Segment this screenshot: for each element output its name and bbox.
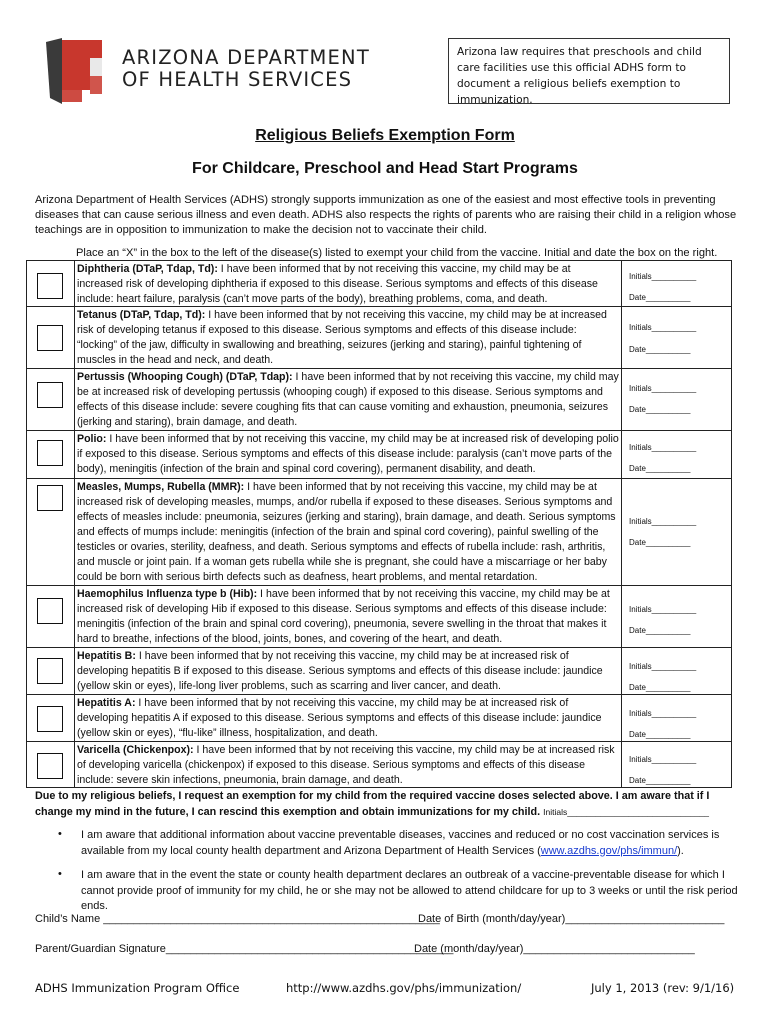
disease-name: Pertussis (Whooping Cough) (DTaP, Tdap): (77, 371, 293, 383)
initials-field[interactable]: Initials__________ (629, 605, 697, 614)
footer-date: July 1, 2013 (rev: 9/1/16) (591, 981, 735, 995)
initials-field[interactable]: Initials__________ (629, 709, 697, 718)
exempt-checkbox[interactable] (37, 273, 63, 299)
disease-name: Diphtheria (DTaP, Tdap, Td): (77, 263, 218, 275)
date-field[interactable]: Date__________ (629, 464, 691, 473)
org-line2: OF HEALTH SERVICES (122, 68, 353, 91)
disease-row (27, 647, 731, 694)
disease-description: Pertussis (Whooping Cough) (DTaP, Tdap): I have been informed that by not receiving this vaccine, my child may be at increased risk of developing pertussis (whooping cough) if exposed to this disease. Serious symptoms and effects of this disease include: severe coughing fits that can cause vomiting and exhaustion, pneumonia, seizures (jerking and staring), brain damage, and death. (77, 371, 619, 428)
law-notice-box: Arizona law requires that preschools and child care facilities use this official ADHS form to document a religious beliefs exemption to immunization. (448, 38, 730, 104)
org-line1: ARIZONA DEPARTMENT (122, 46, 370, 69)
disease-description: Hepatitis B: I have been informed that by not receiving this vaccine, my child may be at increased risk of developing hepatitis B if exposed to this disease. Serious symptoms and effects of this disease include: jaundice (yellow skin or eyes), life-long liver problems, such as scarring and liver cancer, and death. (77, 650, 603, 692)
organization-name (122, 47, 370, 91)
date-field[interactable]: Date__________ (629, 538, 691, 547)
exempt-checkbox[interactable] (37, 382, 63, 408)
disease-description: Varicella (Chickenpox): I have been informed that by not receiving this vaccine, my child may be at increased risk of developing varicella (chickenpox) if exposed to this disease. Serious symptoms and effects of this disease include: severe skin infections, pneumonia, brain damage, and death. (77, 744, 615, 786)
disease-description: Polio: I have been informed that by not receiving this vaccine, my child may be at increased risk of developing polio if exposed to this disease. Serious symptoms and effects of this disease include: paralysis (can’t move parts of the body), meningitis (infection of the brain and spinal cord covering), permanent disability, and death. (77, 433, 619, 475)
form-title: Religious Beliefs Exemption Form (255, 127, 515, 144)
exempt-checkbox[interactable] (37, 325, 63, 351)
disease-description: Tetanus (DTaP, Tdap, Td): I have been informed that by not receiving this vaccine, my child may be at increased risk of developing tetanus if exposed to this disease. Serious symptoms and effects of this disease include: “locking” of the jaw, difficulty in swallowing and breathing, seizures (jerking and staring), painful tightening of muscles in the head and neck, and death. (77, 309, 607, 366)
info-bullet: I am aware that additional information about vaccine preventable diseases, vaccines and reduced or no cost vaccination services is available from my local county health department and Arizona Department of Health Services (www.azdhs.gov/phs/immun/). (81, 829, 720, 857)
disease-row (27, 585, 731, 647)
disease-name: Hepatitis B: (77, 650, 136, 662)
date-field[interactable]: Date__________ (629, 730, 691, 739)
initials-field[interactable]: Initials__________ (629, 443, 697, 452)
outbreak-bullet: I am aware that in the event the state or county health department declares an outbreak of a vaccine-preventable disease for which I cannot provide proof of immunity for my child, he or she may not be allowed to attend childcare for up to 3 weeks or until the risk period ends. (81, 869, 738, 912)
exempt-checkbox[interactable] (37, 485, 63, 511)
disease-row (27, 368, 731, 430)
date-field[interactable]: Date__________ (629, 683, 691, 692)
disease-row (27, 478, 731, 585)
immunization-link[interactable]: www.azdhs.gov/phs/immun/ (540, 844, 678, 857)
date-field[interactable]: Date__________ (629, 626, 691, 635)
adhs-logo-icon (40, 38, 104, 104)
exempt-checkbox[interactable] (37, 753, 63, 779)
disease-name: Tetanus (DTaP, Tdap, Td): (77, 309, 206, 321)
initials-field[interactable]: Initials__________ (629, 517, 697, 526)
disease-row (27, 694, 731, 741)
instructions: Place an “X” in the box to the left of the disease(s) listed to exempt your child from the vaccine. Initial and date the box on the right. (76, 247, 718, 259)
form-subtitle: For Childcare, Preschool and Head Start Programs (192, 160, 578, 177)
initials-field[interactable]: Initials__________ (629, 384, 697, 393)
disease-name: Measles, Mumps, Rubella (MMR): (77, 481, 245, 493)
disease-description: Diphtheria (DTaP, Tdap, Td): I have been informed that by not receiving this vaccine, my child may be at increased risk of developing diphtheria if exposed to this disease. Serious symptoms and effects of this disease include: heart failure, paralysis (can’t move parts of the body), breathing problems, coma, and death. (77, 263, 598, 305)
disease-row (27, 306, 731, 368)
exempt-checkbox[interactable] (37, 598, 63, 624)
consent-statement: Due to my religious beliefs, I request an exemption for my child from the required vaccine doses selected above. I am aware that if I change my mind in the future, I can rescind this exemption and obtain immunizations for my child. Initials______________________________ (35, 790, 710, 818)
initials-field[interactable]: Initials__________ (629, 662, 697, 671)
exempt-checkbox[interactable] (37, 658, 63, 684)
signature-date-field[interactable]: Date (month/day/year)____________________________ (414, 943, 695, 955)
exemption-table (26, 260, 732, 788)
initials-field[interactable]: Initials__________ (629, 323, 697, 332)
disease-row (27, 260, 731, 306)
child-name-field[interactable]: Child’s Name _______________________________________________________ (35, 913, 440, 925)
exempt-checkbox[interactable] (37, 440, 63, 466)
disease-row (27, 430, 731, 478)
date-field[interactable]: Date__________ (629, 405, 691, 414)
date-field[interactable]: Date__________ (629, 293, 691, 302)
disease-description: Hepatitis A: I have been informed that by not receiving this vaccine, my child may be at increased risk of developing hepatitis A if exposed to this disease. Serious symptoms and effects of this disease include: jaundice (yellow skin or eyes), “flu-like” illness, hospitalization, and death. (77, 697, 602, 739)
bullet-glyph: • (58, 828, 62, 840)
exempt-checkbox[interactable] (37, 706, 63, 732)
footer-office: ADHS Immunization Program Office (35, 981, 240, 995)
disease-name: Haemophilus Influenza type b (Hib): (77, 588, 258, 600)
date-field[interactable]: Date__________ (629, 345, 691, 354)
disease-row (27, 741, 731, 788)
disease-description: Haemophilus Influenza type b (Hib): I have been informed that by not receiving this vaccine, my child may be at increased risk of developing Hib if exposed to this disease. Serious symptoms and effects of this disease include: meningitis (infection of the brain and spinal cord covering), pneumonia, severe swelling in the throat that makes it hard to breathe, infections of the blood, joints, bones, and covering of the heart, and death. (77, 588, 610, 645)
bullet-glyph: • (58, 868, 62, 880)
footer-url-link[interactable]: http://www.azdhs.gov/phs/immunization/ (286, 981, 522, 995)
disease-description: Measles, Mumps, Rubella (MMR): I have been informed that by not receiving this vaccine, my child may be at increased risk of developing measles, mumps, and/or rubella if exposed to these diseases. Serious symptoms and effects of measles include: pneumonia, seizures (jerking and staring), brain damage, and death. Serious symptoms and effects of mumps include: meningitis (infection of the brain and spinal cord covering), painful swelling of the testicles or ovaries, sterility, deafness, and death. Serious symptoms and effects of rubella include: rash, arthritis, and muscle or joint pain. If a woman gets rubella while she is pregnant, she could have a miscarriage or her baby could be born with serious birth defects such as deafness, heart problems, and mental retardation. (77, 481, 616, 583)
date-field[interactable]: Date__________ (629, 776, 691, 785)
guardian-signature-field[interactable]: Parent/Guardian Signature_______________________________________________ (35, 943, 454, 955)
disease-name: Polio: (77, 433, 107, 445)
initials-field[interactable]: Initials__________ (629, 755, 697, 764)
disease-name: Varicella (Chickenpox): (77, 744, 194, 756)
dob-field[interactable]: Date of Birth (month/day/year)__________________________ (418, 913, 725, 925)
intro-paragraph: Arizona Department of Health Services (ADHS) strongly supports immunization as one of the easiest and most effective tools in preventing diseases that can cause serious illness and even death. ADHS also respects the rights of parents who are raising their child in a religion whose teachings are in opposition to immunization to make the decision not to vaccinate their child. (35, 194, 737, 236)
disease-name: Hepatitis A: (77, 697, 136, 709)
consent-initials-field[interactable]: Initials______________________________ (543, 806, 710, 817)
initials-field[interactable]: Initials__________ (629, 272, 697, 281)
